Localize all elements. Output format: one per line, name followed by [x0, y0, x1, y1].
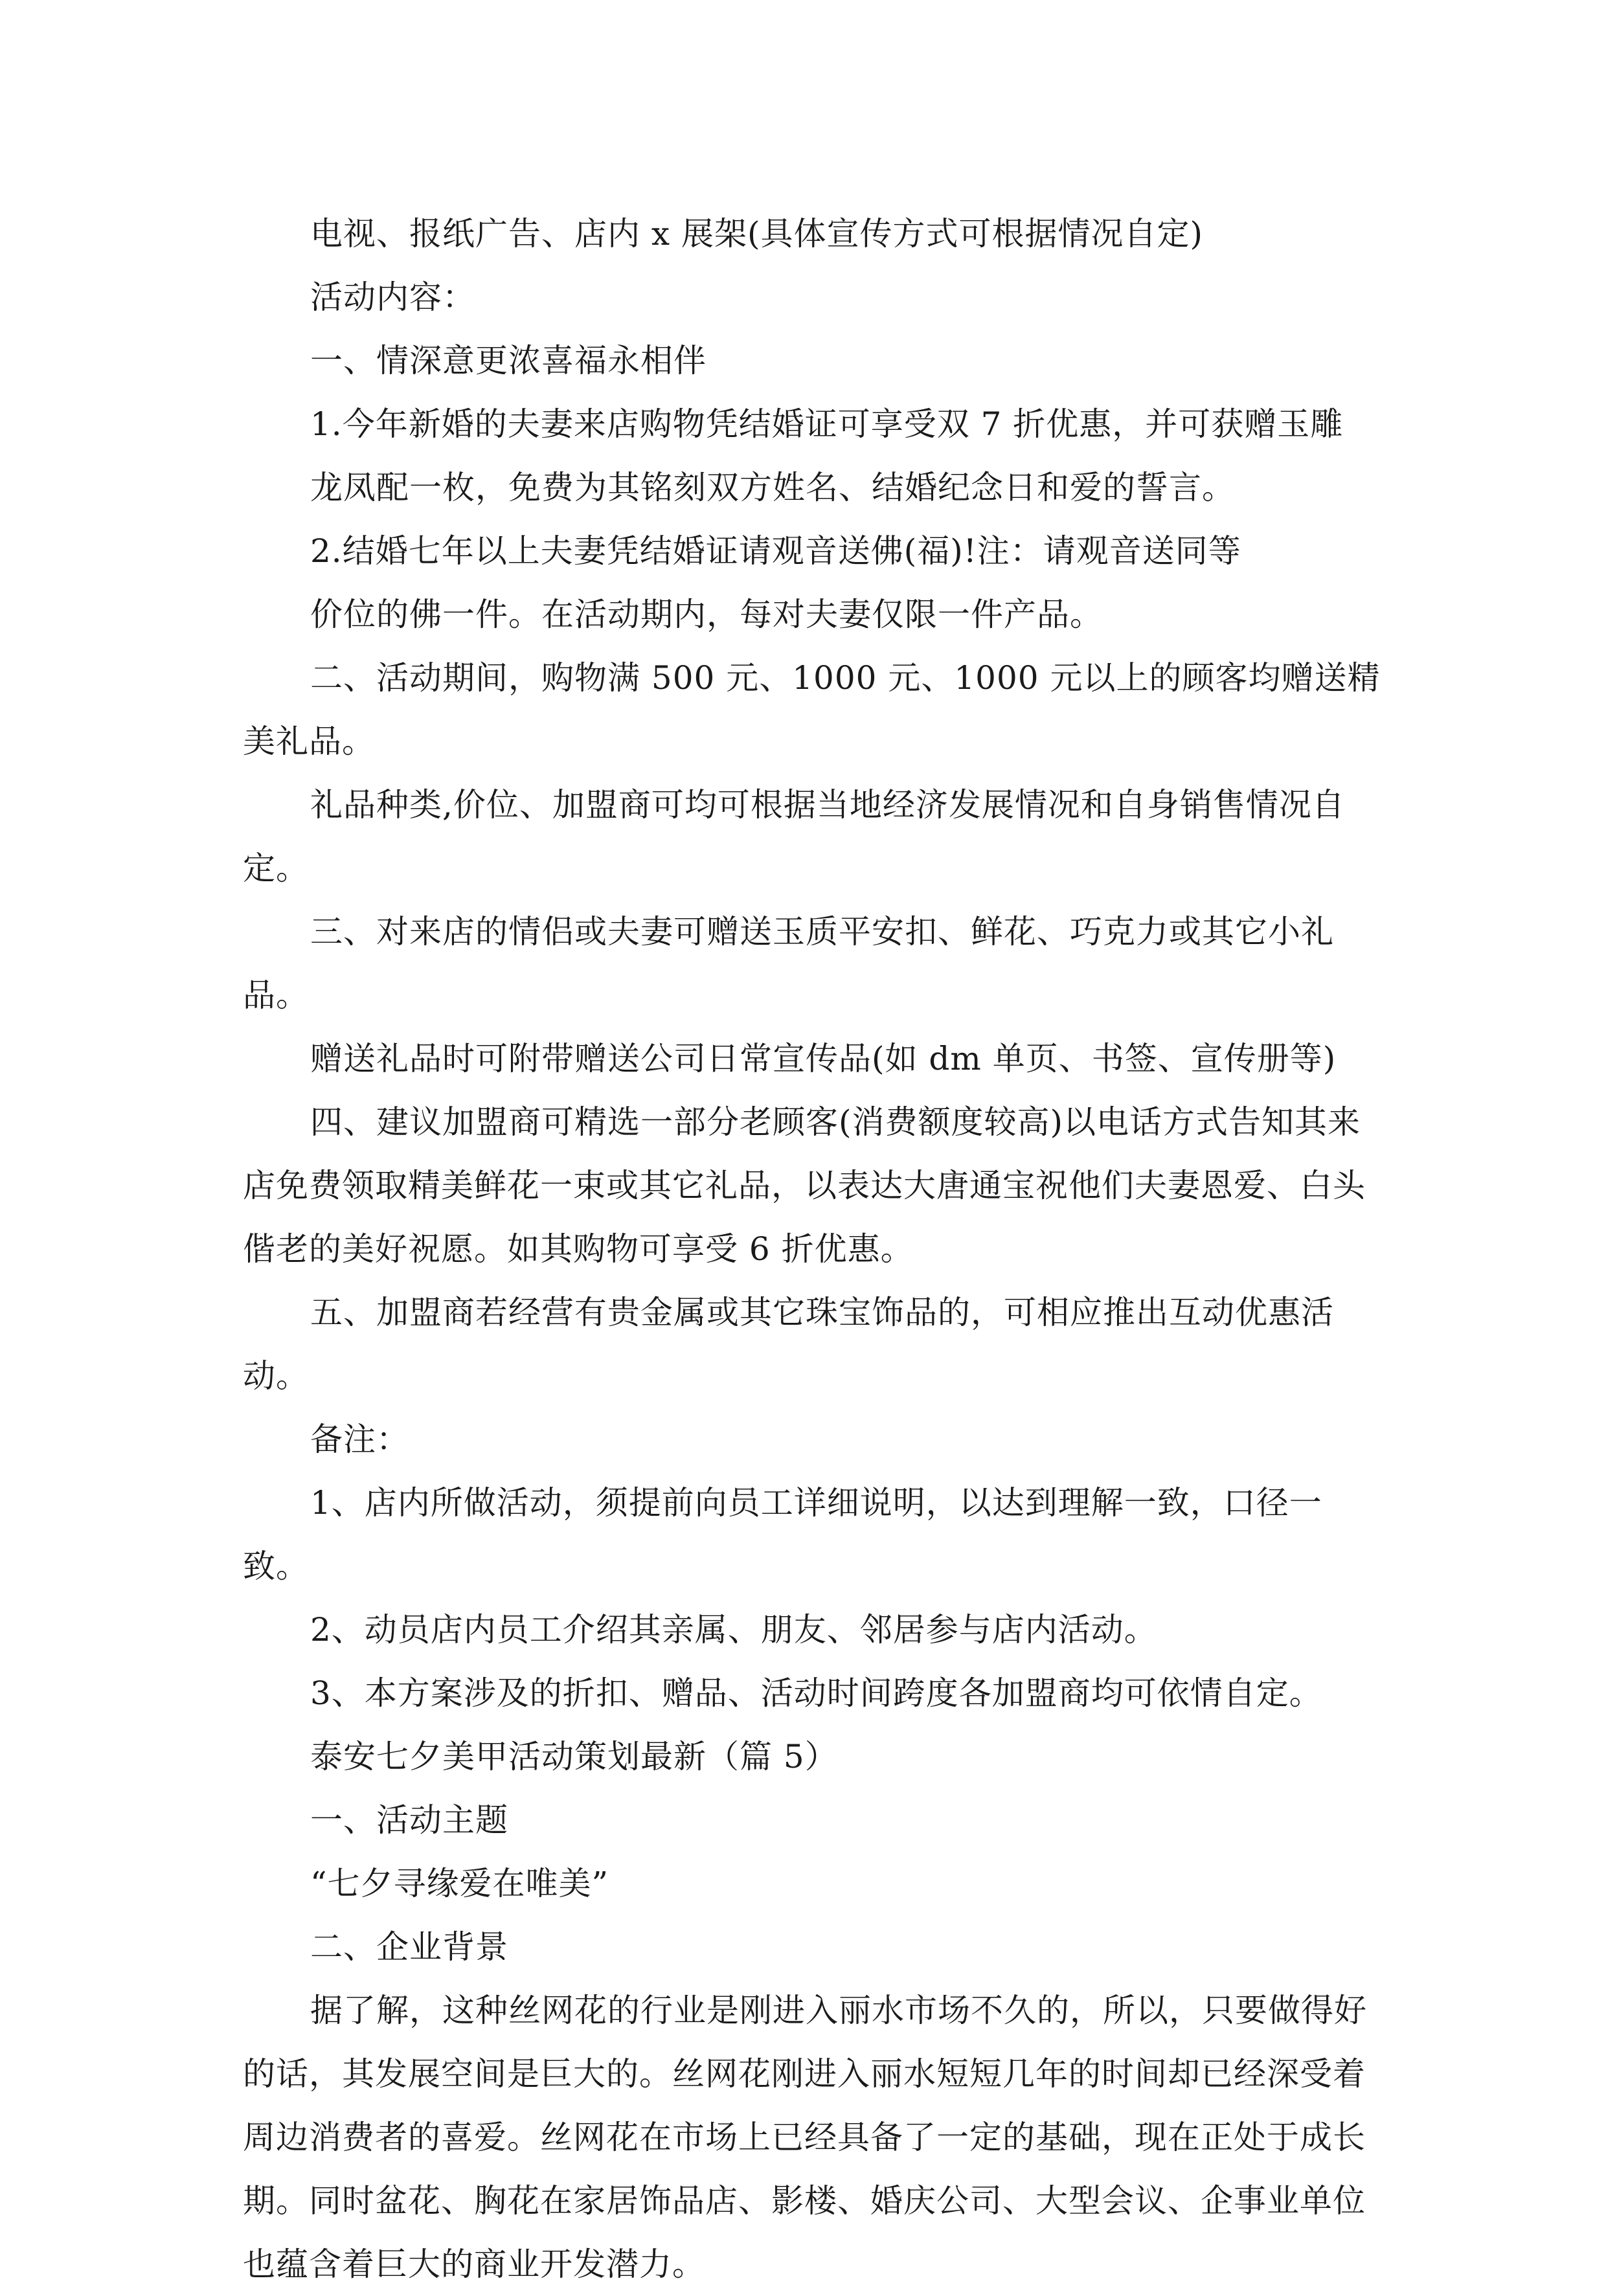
- paragraph-notes-heading: 备注：: [310, 1421, 409, 1458]
- paragraph-part-five-title: 泰安七夕美甲活动策划最新（篇 5）: [310, 1738, 838, 1775]
- paragraph-section-five-jewelry: 五、加盟商若经营有贵金属或其它珠宝饰品的，可相应推出互动优惠活动。: [243, 1294, 1334, 1395]
- paragraph-newlywed-offer: 1.今年新婚的夫妻来店购物凭结婚证可享受双 7 折优惠，并可获赠玉雕: [310, 405, 1344, 443]
- paragraph-section-two-gifts: 二、活动期间，购物满 500 元、1000 元、1000 元以上的顾客均赠送精美礼品。: [243, 659, 1381, 760]
- paragraph-theme-slogan: “七夕寻缘爱在唯美”: [310, 1865, 609, 1902]
- paragraph-theme-heading: 一、活动主题: [310, 1801, 508, 1839]
- paragraph-section-three-couples: 三、对来店的情侣或夫妻可赠送玉质平安扣、鲜花、巧克力或其它小礼品。: [243, 913, 1334, 1014]
- paragraph-note-three: 3、本方案涉及的折扣、赠品、活动时间跨度各加盟商均可依情自定。: [310, 1674, 1322, 1712]
- paragraph-seven-year-offer-cont: 价位的佛一件。在活动期内，每对夫妻仅限一件产品。: [310, 596, 1103, 633]
- paragraph-note-one: 1、店内所做活动，须提前向员工详细说明，以达到理解一致，口径一致。: [243, 1484, 1322, 1585]
- paragraph-gift-types: 礼品种类,价位、加盟商可均可根据当地经济发展情况和自身销售情况自定。: [243, 786, 1345, 887]
- paragraph-newlywed-offer-cont: 龙凤配一枚，免费为其铭刻双方姓名、结婚纪念日和爱的誓言。: [310, 469, 1235, 506]
- document-body: [243, 202, 1383, 2296]
- paragraph-section-one-heading: 一、情深意更浓喜福永相伴: [310, 342, 707, 379]
- paragraph-promotion-channels: 电视、报纸广告、店内 x 展架(具体宣传方式可根据情况自定): [310, 215, 1203, 253]
- paragraph-background-heading: 二、企业背景: [310, 1928, 508, 1966]
- paragraph-note-two: 2、动员店内员工介绍其亲属、朋友、邻居参与店内活动。: [310, 1611, 1157, 1649]
- paragraph-activity-content-heading: 活动内容：: [310, 278, 475, 316]
- paragraph-background-body: 据了解，这种丝网花的行业是刚进入丽水市场不久的，所以，只要做得好的话，其发展空间是巨大的。丝网花刚进入丽水短短几年的时间却已经深受着周边消费者的喜爱。丝网花在市场上已经具备了一定的基础，现在正处于成长期。同时盆花、胸花在家居饰品店、影楼、婚庆公司、大型会议、企事业单位也蕴含着巨大的商业开发潜力。: [243, 1992, 1367, 2283]
- paragraph-promo-materials: 赠送礼品时可附带赠送公司日常宣传品(如 dm 单页、书签、宣传册等): [310, 1040, 1337, 1077]
- paragraph-seven-year-offer: 2.结婚七年以上夫妻凭结婚证请观音送佛(福)!注：请观音送同等: [310, 532, 1241, 570]
- paragraph-section-four-old-customers: 四、建议加盟商可精选一部分老顾客(消费额度较高)以电话方式告知其来店免费领取精美鲜花一束或其它礼品，以表达大唐通宝祝他们夫妻恩爱、白头偕老的美好祝愿。如其购物可享受 6 折优惠。: [243, 1103, 1366, 1268]
